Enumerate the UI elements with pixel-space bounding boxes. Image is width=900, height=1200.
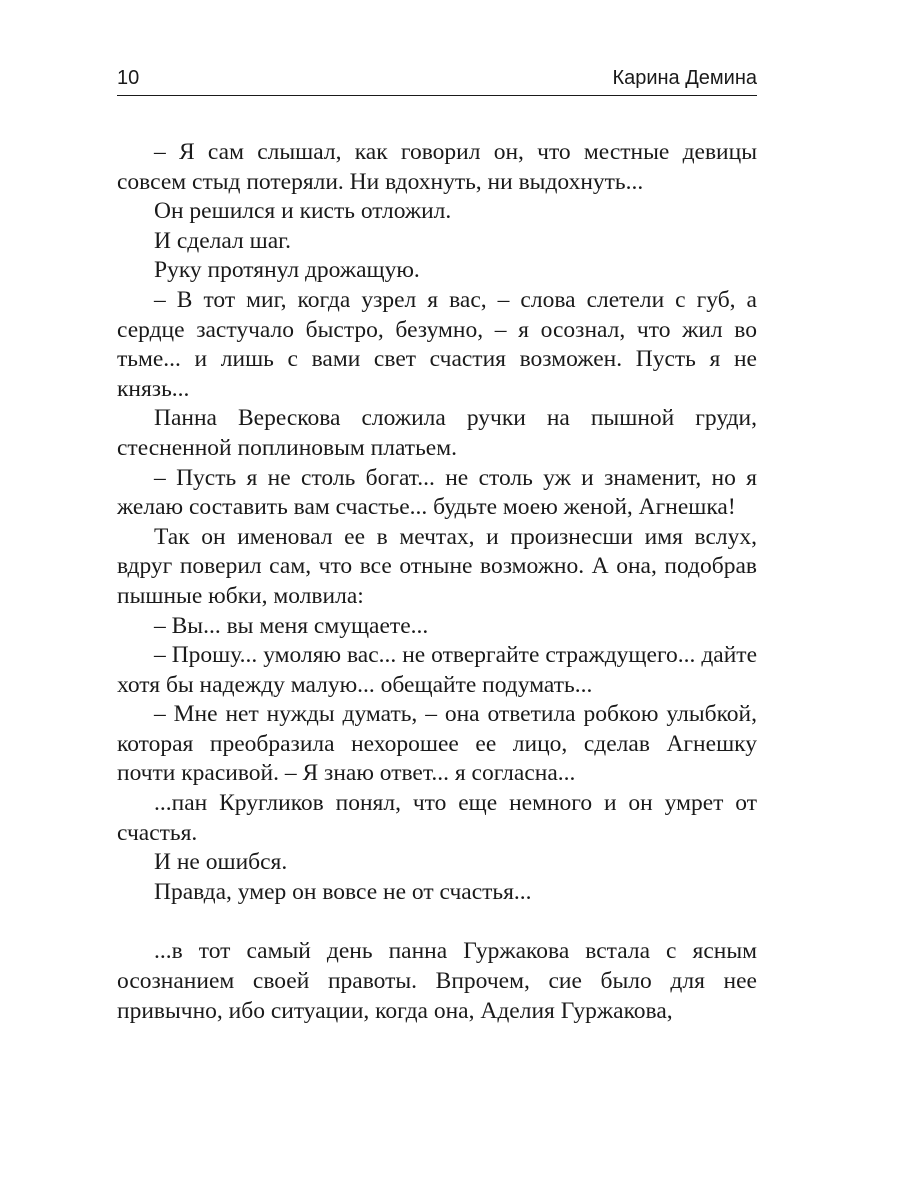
body-text: [117, 138, 757, 1026]
paragraph: – Прошу... умоляю вас... не отвергайте страждущего... дайте хотя бы надежду малую... обещайте подумать...: [117, 642, 757, 698]
paragraph: Он решился и кисть отложил.: [154, 198, 452, 225]
paragraph: И не ошибся.: [154, 849, 288, 876]
paragraph: – Пусть я не столь богат... не столь уж и знаменит, но я желаю составить вам счастье... будьте моею женой, Агнешка!: [117, 464, 757, 521]
paragraph: – В тот миг, когда узрел я вас, – слова слетели с губ, а сердце застучало быстро, безумно, – я осознал, что жил во тьме... и лишь с вами свет счастия возможен. Пусть я не князь...: [117, 286, 757, 402]
page-number: 10: [117, 67, 140, 89]
section-break: [117, 907, 757, 937]
author-name: Карина Демина: [612, 67, 757, 89]
paragraph: – Я сам слышал, как говорил он, что местные девицы совсем стыд потеряли. Ни вдохнуть, ни выдохнуть...: [117, 139, 757, 195]
paragraph: – Мне нет нужды думать, – она ответила робкою улыбкой, которая преобразила нехорошее ее лицо, сделав Агнешку почти красивой. – Я знаю ответ... я согласна...: [117, 701, 757, 787]
paragraph: Панна Верескова сложила ручки на пышной груди, стесненной поплиновым платьем.: [117, 405, 757, 461]
paragraph: ...пан Кругликов понял, что еще немного и он умрет от счастья.: [117, 790, 757, 846]
paragraph: Правда, умер он вовсе не от счастья...: [154, 878, 532, 905]
paragraph: Так он именовал ее в мечтах, и произнесши имя вслух, вдруг поверил сам, что все отныне возможно. А она, подобрав пышные юбки, молвила:: [117, 523, 757, 609]
paragraph: И сделал шаг.: [154, 227, 292, 254]
paragraph: ...в тот самый день панна Гуржакова встала с ясным осознанием своей правоты. Впрочем, сие было для нее привычно, ибо ситуации, когда она, Аделия Гуржакова,: [117, 938, 757, 1024]
paragraph: Руку протянул дрожащую.: [154, 257, 420, 284]
running-head: [117, 64, 757, 96]
paragraph: – Вы... вы меня смущаете...: [154, 612, 429, 639]
